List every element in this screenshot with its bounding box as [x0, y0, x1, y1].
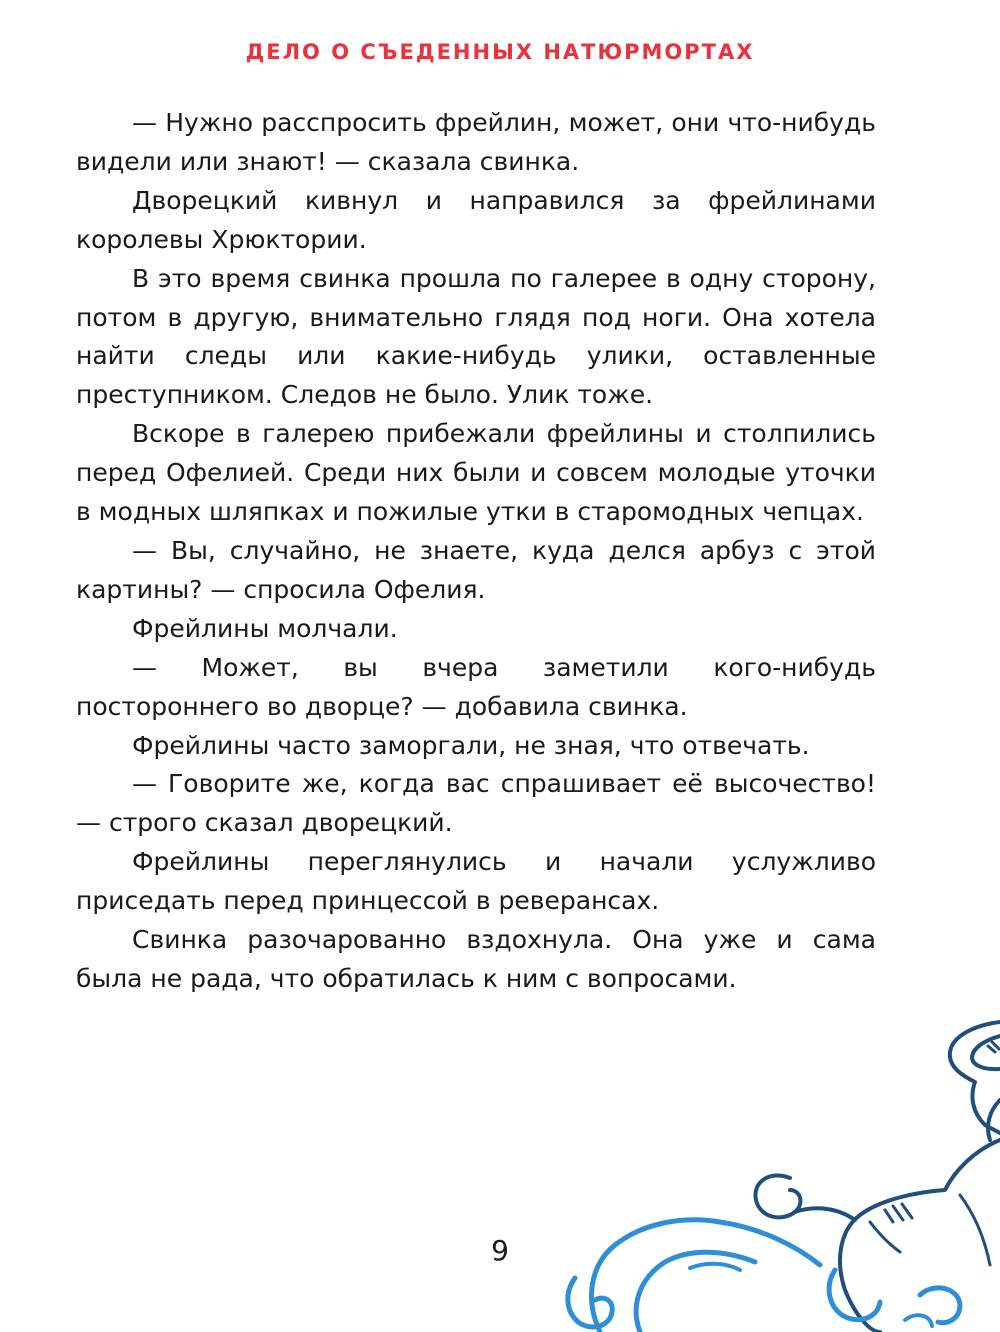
teapot-handle: [755, 1175, 855, 1220]
paragraph: В это время свинка прошла по галерее в одну сторону, потом в другую, внимательно глядя под ноги. Она хотела найти следы или какие-нибудь улики, оставленные преступником. Следов не было. Улик тоже.: [76, 263, 876, 410]
paragraph: — Вы, случайно, не знаете, куда делся арбуз с этой картины? — спросила Офелия.: [76, 535, 876, 604]
running-title: ДЕЛО О СЪЕДЕННЫХ НАТЮРМОРТАХ: [245, 40, 755, 64]
paragraph: Фрейлины переглянулись и начали услужливо приседать перед принцессой в реверансах.: [76, 847, 876, 916]
teapot-body: [840, 1140, 1000, 1332]
body-text: [76, 104, 876, 999]
paragraph: — Нужно расспросить фрейлин, может, они что-нибудь видели или знают! — сказала свинка.: [76, 108, 876, 176]
paragraph: Вскоре в галерею прибежали фрейлины и столпились перед Офелией. Среди них были и совсем молодые уточки в модных шляпках и пожилые утки в старомодных чепцах.: [76, 419, 876, 527]
paragraph: Дворецкий кивнул и направился за фрейлинами королевы Хрюктории.: [76, 185, 876, 254]
paragraph: — Говорите же, когда вас спрашивает её высочество! — строго сказал дворецкий.: [76, 769, 876, 838]
teapot-lid: [950, 1022, 1000, 1140]
paragraph: Фрейлины молчали.: [132, 613, 398, 643]
paragraph: Фрейлины часто заморгали, не зная, что отвечать.: [132, 730, 810, 760]
paragraph: — Может, вы вчера заметили кого-нибудь постороннего во дворце? — добавила свинка.: [76, 652, 876, 721]
teapot-illustration: [560, 1010, 1000, 1332]
page-number: 9: [491, 1234, 509, 1267]
teapot-curls: [568, 1220, 960, 1332]
paragraph: Свинка разочарованно вздохнула. Она уже и сама была не рада, что обратилась к ним с вопросами.: [76, 925, 876, 993]
